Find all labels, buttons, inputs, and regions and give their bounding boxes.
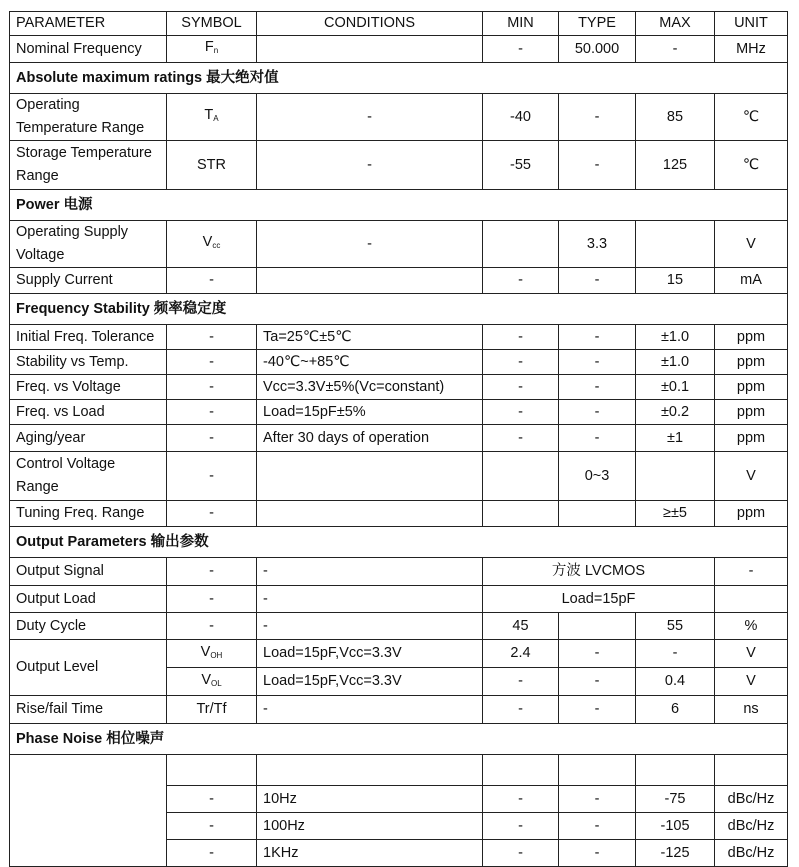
type-cell: [559, 501, 636, 527]
param-cell: Aging/year: [10, 425, 167, 452]
spanned-value-cell: 方波 LVCMOS: [483, 558, 715, 586]
section-frequency-stability: [10, 294, 788, 325]
max-cell: 6: [636, 696, 715, 724]
param-cell: Nominal Frequency: [10, 36, 167, 63]
max-cell: 85: [636, 94, 715, 141]
min-cell: [483, 221, 559, 268]
section-title: Power 电源: [10, 190, 788, 221]
max-cell: [636, 221, 715, 268]
max-cell: 55: [636, 613, 715, 640]
param-cell: Initial Freq. Tolerance: [10, 325, 167, 350]
col-header-conditions: CONDITIONS: [257, 12, 483, 36]
param-cell: Tuning Freq. Range: [10, 501, 167, 527]
min-cell: -: [483, 425, 559, 452]
type-cell: -: [559, 425, 636, 452]
symbol-cell: -: [167, 613, 257, 640]
param-cell-empty: [10, 755, 167, 867]
param-cell: Supply Current: [10, 268, 167, 294]
max-cell: ±1.0: [636, 325, 715, 350]
type-cell: -: [559, 668, 636, 696]
symbol-cell: STR: [167, 141, 257, 190]
symbol-main: F: [204, 39, 214, 55]
min-cell: -: [483, 668, 559, 696]
conditions-cell: Vcc=3.3V±5%(Vc=constant): [257, 375, 483, 400]
conditions-cell: -40℃~+85℃: [257, 350, 483, 375]
param-cell: Operating Supply Voltage: [10, 221, 167, 268]
symbol-cell: -: [167, 586, 257, 613]
max-cell: -125: [636, 840, 715, 867]
max-cell: -: [636, 640, 715, 668]
symbol-cell: [167, 94, 257, 141]
empty-cell: [559, 755, 636, 786]
conditions-cell: After 30 days of operation: [257, 425, 483, 452]
min-cell: -55: [483, 141, 559, 190]
symbol-main: V: [200, 643, 211, 660]
param-cell: Control Voltage Range: [10, 452, 167, 501]
symbol-sub: n: [213, 46, 219, 55]
table-row-freq-voltage: [10, 375, 788, 400]
conditions-cell: -: [257, 613, 483, 640]
section-title: Frequency Stability 频率稳定度: [10, 294, 788, 325]
conditions-cell: [257, 501, 483, 527]
unit-cell: %: [715, 613, 788, 640]
type-cell: -: [559, 94, 636, 141]
unit-cell: ppm: [715, 400, 788, 425]
table-row-supply-voltage: [10, 221, 788, 268]
type-cell: 3.3: [559, 221, 636, 268]
param-cell: Stability vs Temp.: [10, 350, 167, 375]
symbol-cell: -: [167, 268, 257, 294]
symbol-cell: -: [167, 452, 257, 501]
min-cell: -: [483, 813, 559, 840]
conditions-cell: Load=15pF±5%: [257, 400, 483, 425]
symbol-cell: -: [167, 558, 257, 586]
unit-cell: [715, 586, 788, 613]
table-row-operating-temp: [10, 94, 788, 141]
symbol-cell: Tr/Tf: [167, 696, 257, 724]
conditions-cell: 100Hz: [257, 813, 483, 840]
min-cell: -: [483, 840, 559, 867]
unit-cell: ppm: [715, 325, 788, 350]
spec-table: [9, 11, 788, 867]
symbol-cell: -: [167, 375, 257, 400]
table-row-output-load: [10, 586, 788, 613]
unit-cell: ℃: [715, 94, 788, 141]
param-cell: Output Level: [10, 640, 167, 696]
symbol-main: T: [204, 107, 214, 123]
empty-cell: [483, 755, 559, 786]
table-row-duty-cycle: [10, 613, 788, 640]
min-cell: -: [483, 696, 559, 724]
symbol-cell: [167, 668, 257, 696]
unit-cell: V: [715, 221, 788, 268]
param-cell: Freq. vs Load: [10, 400, 167, 425]
table-row-control-voltage: [10, 452, 788, 501]
max-cell: 0.4: [636, 668, 715, 696]
min-cell: -: [483, 786, 559, 813]
param-cell: Operating Temperature Range: [10, 94, 167, 141]
type-cell: -: [559, 268, 636, 294]
type-cell: [559, 613, 636, 640]
min-cell: -40: [483, 94, 559, 141]
min-cell: 2.4: [483, 640, 559, 668]
param-cell: Rise/fail Time: [10, 696, 167, 724]
unit-cell: ppm: [715, 425, 788, 452]
symbol-cell: -: [167, 325, 257, 350]
conditions-cell: [257, 36, 483, 63]
max-cell: ±0.1: [636, 375, 715, 400]
type-cell: -: [559, 400, 636, 425]
max-cell: ±0.2: [636, 400, 715, 425]
min-cell: [483, 452, 559, 501]
min-cell: -: [483, 36, 559, 63]
conditions-cell: -: [257, 94, 483, 141]
symbol-cell: -: [167, 400, 257, 425]
type-cell: -: [559, 813, 636, 840]
max-cell: -75: [636, 786, 715, 813]
type-cell: -: [559, 786, 636, 813]
unit-cell: ns: [715, 696, 788, 724]
table-row-output-signal: [10, 558, 788, 586]
min-cell: [483, 501, 559, 527]
table-row-stability-temp: [10, 350, 788, 375]
section-title: Output Parameters 输出参数: [10, 527, 788, 558]
conditions-cell: 10Hz: [257, 786, 483, 813]
unit-cell: ppm: [715, 375, 788, 400]
col-header-max: MAX: [636, 12, 715, 36]
conditions-cell: 1KHz: [257, 840, 483, 867]
symbol-cell: -: [167, 813, 257, 840]
conditions-cell: -: [257, 586, 483, 613]
symbol-cell: [167, 221, 257, 268]
conditions-cell: Ta=25℃±5℃: [257, 325, 483, 350]
symbol-cell: -: [167, 425, 257, 452]
type-cell: -: [559, 350, 636, 375]
unit-cell: V: [715, 668, 788, 696]
conditions-cell: -: [257, 221, 483, 268]
type-cell: -: [559, 141, 636, 190]
col-header-type: TYPE: [559, 12, 636, 36]
symbol-cell: -: [167, 786, 257, 813]
param-cell: Output Load: [10, 586, 167, 613]
unit-cell: dBc/Hz: [715, 840, 788, 867]
symbol-main: V: [202, 234, 213, 250]
unit-cell: V: [715, 640, 788, 668]
conditions-cell: -: [257, 696, 483, 724]
type-cell: -: [559, 325, 636, 350]
header-row: [10, 12, 788, 36]
col-header-symbol: SYMBOL: [167, 12, 257, 36]
symbol-sub: OL: [211, 678, 222, 688]
symbol-cell: -: [167, 840, 257, 867]
unit-cell: ℃: [715, 141, 788, 190]
min-cell: -: [483, 325, 559, 350]
symbol-cell: [167, 640, 257, 668]
col-header-parameter: PARAMETER: [10, 12, 167, 36]
unit-cell: ppm: [715, 501, 788, 527]
empty-cell: [257, 755, 483, 786]
table-row-initial-tolerance: [10, 325, 788, 350]
table-row-storage-temp: [10, 141, 788, 190]
type-cell: 0~3: [559, 452, 636, 501]
min-cell: 45: [483, 613, 559, 640]
unit-cell: -: [715, 558, 788, 586]
table-row-supply-current: [10, 268, 788, 294]
max-cell: 125: [636, 141, 715, 190]
symbol-cell: -: [167, 350, 257, 375]
empty-cell: [636, 755, 715, 786]
max-cell: [636, 452, 715, 501]
max-cell: ±1: [636, 425, 715, 452]
col-header-unit: UNIT: [715, 12, 788, 36]
unit-cell: mA: [715, 268, 788, 294]
param-cell: Storage Temperature Range: [10, 141, 167, 190]
section-phase-noise: [10, 724, 788, 755]
type-cell: -: [559, 640, 636, 668]
section-output-parameters: [10, 527, 788, 558]
unit-cell: V: [715, 452, 788, 501]
table-row-tuning-range: [10, 501, 788, 527]
symbol-sub: OH: [210, 650, 223, 660]
conditions-cell: Load=15pF,Vcc=3.3V: [257, 668, 483, 696]
symbol-cell: -: [167, 501, 257, 527]
symbol-cell: [167, 36, 257, 63]
col-header-min: MIN: [483, 12, 559, 36]
max-cell: 15: [636, 268, 715, 294]
type-cell: 50.000: [559, 36, 636, 63]
table-row-phase-gap: [10, 755, 788, 786]
max-cell: ±1.0: [636, 350, 715, 375]
param-cell: Output Signal: [10, 558, 167, 586]
symbol-sub: A: [213, 114, 219, 123]
param-cell: Freq. vs Voltage: [10, 375, 167, 400]
unit-cell: dBc/Hz: [715, 813, 788, 840]
table-row-freq-load: [10, 400, 788, 425]
section-absolute-max: [10, 63, 788, 94]
type-cell: -: [559, 375, 636, 400]
min-cell: -: [483, 350, 559, 375]
conditions-cell: Load=15pF,Vcc=3.3V: [257, 640, 483, 668]
empty-cell: [715, 755, 788, 786]
empty-cell: [167, 755, 257, 786]
conditions-cell: -: [257, 141, 483, 190]
section-title: Phase Noise 相位噪声: [10, 724, 788, 755]
conditions-cell: [257, 268, 483, 294]
table-row-aging: [10, 425, 788, 452]
max-cell: ≥±5: [636, 501, 715, 527]
spanned-value-cell: Load=15pF: [483, 586, 715, 613]
type-cell: -: [559, 840, 636, 867]
symbol-main: V: [201, 671, 211, 688]
section-power: [10, 190, 788, 221]
type-cell: -: [559, 696, 636, 724]
min-cell: -: [483, 268, 559, 294]
symbol-sub: cc: [212, 241, 221, 250]
table-row-nominal-frequency: [10, 36, 788, 63]
unit-cell: MHz: [715, 36, 788, 63]
max-cell: -: [636, 36, 715, 63]
table-row-rise-fall: [10, 696, 788, 724]
max-cell: -105: [636, 813, 715, 840]
table-row-output-level-voh: [10, 640, 788, 668]
min-cell: -: [483, 400, 559, 425]
unit-cell: ppm: [715, 350, 788, 375]
conditions-cell: [257, 452, 483, 501]
conditions-cell: -: [257, 558, 483, 586]
param-cell: Duty Cycle: [10, 613, 167, 640]
unit-cell: dBc/Hz: [715, 786, 788, 813]
section-title: Absolute maximum ratings 最大绝对值: [10, 63, 788, 94]
min-cell: -: [483, 375, 559, 400]
